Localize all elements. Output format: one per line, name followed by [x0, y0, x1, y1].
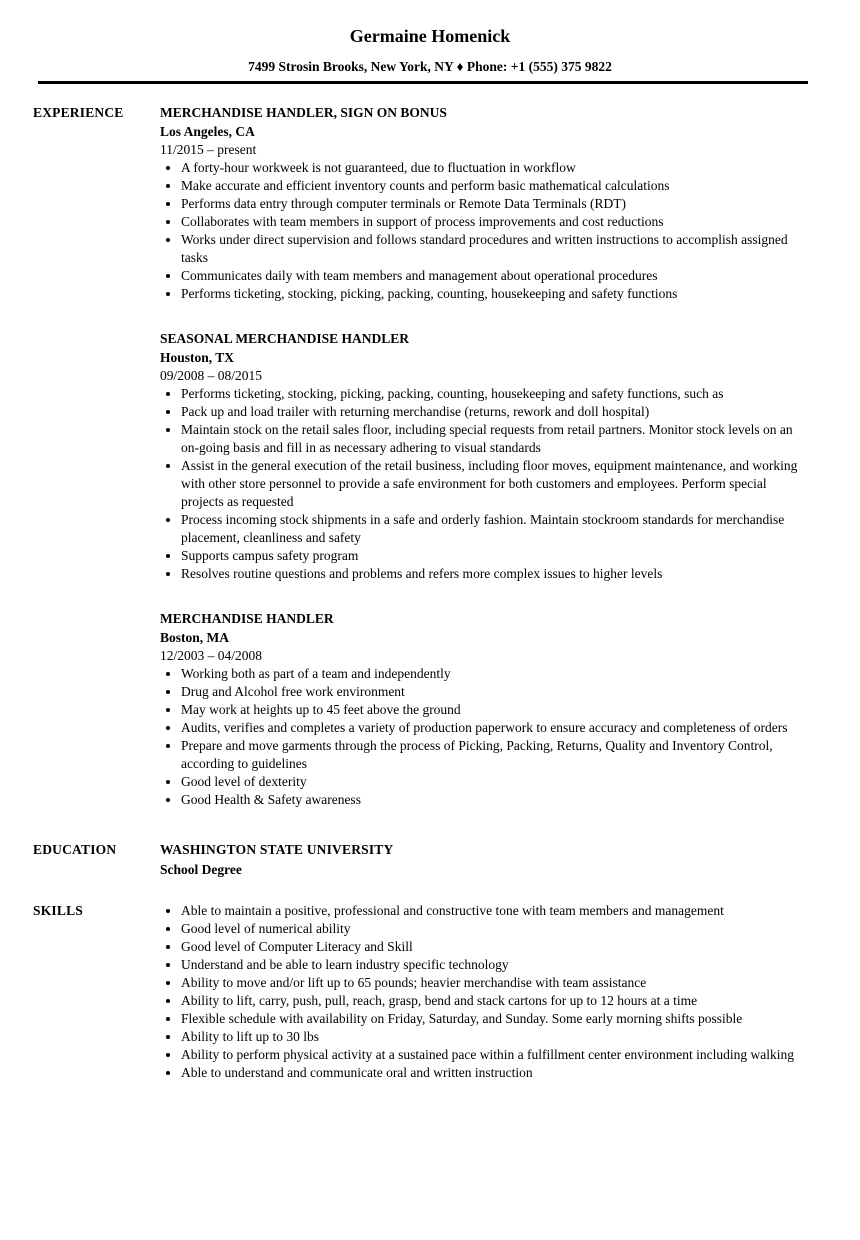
bullet-item: • Works under direct supervision and follows standard procedures and written instructions to accomplish assigned tasks — [181, 231, 800, 267]
bullet-item: • Performs data entry through computer terminals or Remote Data Terminals (RDT) — [181, 195, 800, 213]
bullet-item: • Performs ticketing, stocking, picking, packing, counting, housekeeping and safety functions, such as — [181, 385, 800, 403]
bullet-item: • Able to maintain a positive, professional and constructive tone with team members and management — [181, 902, 800, 920]
header-divider — [38, 81, 808, 84]
bullet-item: • Ability to perform physical activity at a sustained pace within a fulfillment center environment including walking — [181, 1046, 800, 1064]
bullet-item: • Maintain stock on the retail sales floor, including special requests from retail partners. Monitor stock levels on an on-going basis and fill in as necessary adhering to visual standards — [181, 421, 800, 457]
section-label-education: EDUCATION — [33, 842, 117, 857]
bullet-item: • Collaborates with team members in support of process improvements and cost reductions — [181, 213, 800, 231]
job-dates: 12/2003 – 04/2008 — [160, 648, 263, 663]
job-entry — [160, 330, 800, 583]
experience-content — [160, 104, 800, 809]
job-bullet-list — [160, 665, 800, 809]
section-skills — [0, 902, 860, 1082]
bullet-item: • Good level of Computer Literacy and Skill — [181, 938, 800, 956]
skills-content — [160, 902, 800, 1082]
job-location: Houston, TX — [160, 350, 235, 365]
education-degree: School Degree — [160, 862, 242, 877]
bullet-item: • Resolves routine questions and problems and refers more complex issues to higher levels — [181, 565, 800, 583]
section-education — [0, 841, 860, 879]
job-bullet-list — [160, 159, 800, 303]
bullet-item: • Process incoming stock shipments in a safe and orderly fashion. Maintain stockroom standards for merchandise placement, cleanliness and safety — [181, 511, 800, 547]
bullet-item: • Make accurate and efficient inventory counts and perform basic mathematical calculations — [181, 177, 800, 195]
section-experience — [0, 104, 860, 809]
job-title: SEASONAL MERCHANDISE HANDLER — [160, 331, 410, 346]
bullet-item: • Flexible schedule with availability on Friday, Saturday, and Sunday. Some early morning shifts possible — [181, 1010, 800, 1028]
education-school: WASHINGTON STATE UNIVERSITY — [160, 842, 394, 857]
education-content — [160, 841, 800, 879]
bullet-item: • Performs ticketing, stocking, picking, packing, counting, housekeeping and safety functions — [181, 285, 800, 303]
bullet-item: • Assist in the general execution of the retail business, including floor moves, equipment maintenance, and working with other store personnel to provide a safe environment for both customers and employees. Perform special projects as requested — [181, 457, 800, 511]
resume-header — [0, 0, 860, 84]
section-label-experience: EXPERIENCE — [33, 105, 124, 120]
job-title: MERCHANDISE HANDLER — [160, 611, 334, 626]
job-location: Los Angeles, CA — [160, 124, 255, 139]
bullet-item: • Ability to lift up to 30 lbs — [181, 1028, 800, 1046]
bullet-item: • Drug and Alcohol free work environment — [181, 683, 800, 701]
bullet-item: • Understand and be able to learn industry specific technology — [181, 956, 800, 974]
job-entry — [160, 610, 800, 809]
bullet-item: • May work at heights up to 45 feet above the ground — [181, 701, 800, 719]
skills-bullet-list — [160, 902, 800, 1082]
bullet-item: • Prepare and move garments through the process of Picking, Packing, Returns, Quality and Inventory Control, according to guidelines — [181, 737, 800, 773]
job-bullet-list — [160, 385, 800, 583]
bullet-item: • Good Health & Safety awareness — [181, 791, 800, 809]
job-dates: 11/2015 – present — [160, 142, 257, 157]
bullet-item: • Good level of dexterity — [181, 773, 800, 791]
bullet-item: • Pack up and load trailer with returning merchandise (returns, rework and doll hospital) — [181, 403, 800, 421]
bullet-item: • Working both as part of a team and independently — [181, 665, 800, 683]
bullet-item: • Ability to move and/or lift up to 65 pounds; heavier merchandise with team assistance — [181, 974, 800, 992]
job-title: MERCHANDISE HANDLER, SIGN ON BONUS — [160, 105, 447, 120]
bullet-item: • Good level of numerical ability — [181, 920, 800, 938]
bullet-item: • Able to understand and communicate oral and written instruction — [181, 1064, 800, 1082]
job-dates: 09/2008 – 08/2015 — [160, 368, 263, 383]
bullet-item: • Supports campus safety program — [181, 547, 800, 565]
job-entry — [160, 104, 800, 303]
bullet-item: • Audits, verifies and completes a variety of production paperwork to ensure accuracy and completeness of orders — [181, 719, 800, 737]
bullet-item: • Communicates daily with team members and management about operational procedures — [181, 267, 800, 285]
bullet-item: • Ability to lift, carry, push, pull, reach, grasp, bend and stack cartons for up to 12 hours at a time — [181, 992, 800, 1010]
contact-line: 7499 Strosin Brooks, New York, NY ♦ Phone: +1 (555) 375 9822 — [248, 59, 612, 74]
section-label-skills: SKILLS — [33, 903, 83, 918]
bullet-item: • A forty-hour workweek is not guaranteed, due to fluctuation in workflow — [181, 159, 800, 177]
job-location: Boston, MA — [160, 630, 230, 645]
person-name: Germaine Homenick — [349, 26, 511, 46]
